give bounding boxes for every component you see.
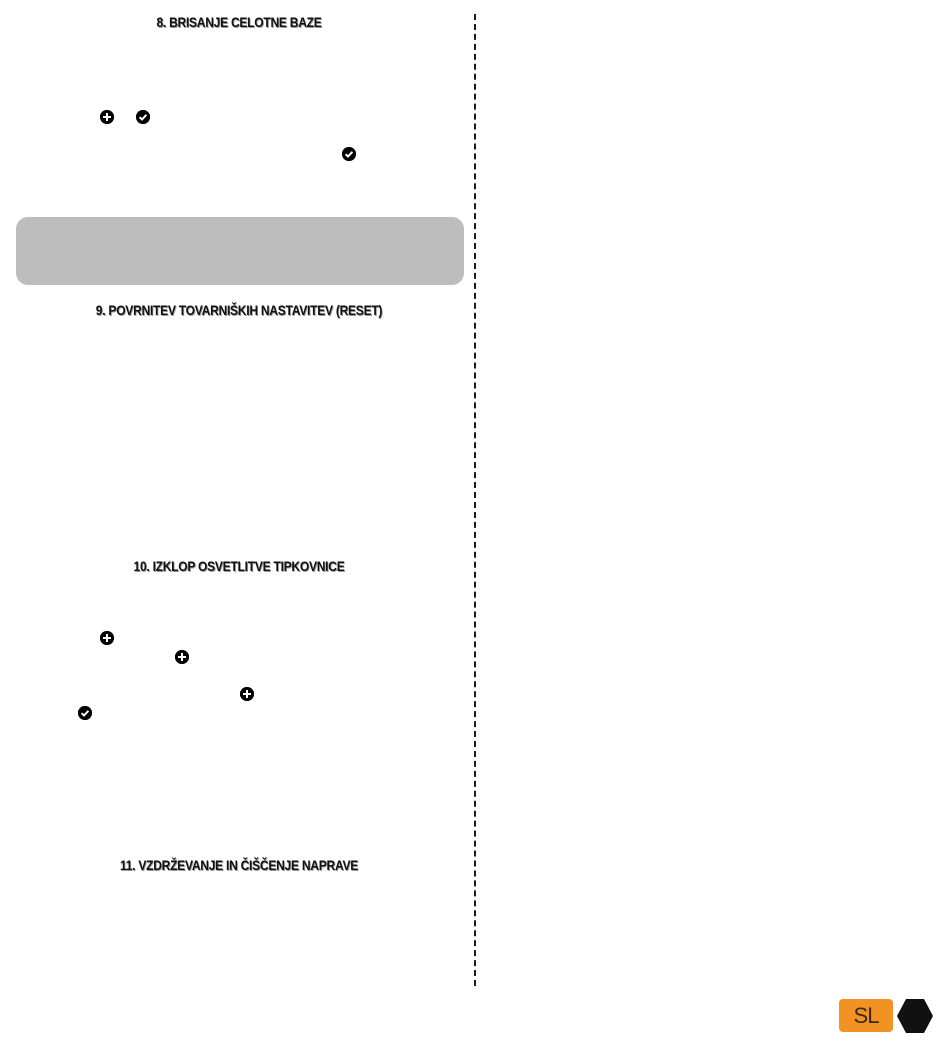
plus-circle-icon — [240, 687, 254, 701]
section-9-heading: 9. POVRNITEV TOVARNIŠKIH NASTAVITEV (RESET) — [95, 302, 383, 318]
check-circle-icon — [342, 147, 356, 161]
page-number-hexagon — [897, 999, 933, 1033]
plus-circle-icon — [100, 110, 114, 124]
check-circle-icon — [136, 110, 150, 124]
check-circle-icon — [78, 706, 92, 720]
note-box — [16, 217, 464, 285]
column-divider — [474, 14, 476, 986]
section-10-heading: 10. IZKLOP OSVETLITVE TIPKOVNICE — [133, 558, 345, 574]
section-8-heading: 8. BRISANJE CELOTNE BAZE — [156, 14, 322, 30]
section-11-heading: 11. VZDRŽEVANJE IN ČIŠČENJE NAPRAVE — [119, 857, 359, 873]
language-badge: SL — [839, 999, 893, 1032]
plus-circle-icon — [100, 631, 114, 645]
plus-circle-icon — [175, 650, 189, 664]
